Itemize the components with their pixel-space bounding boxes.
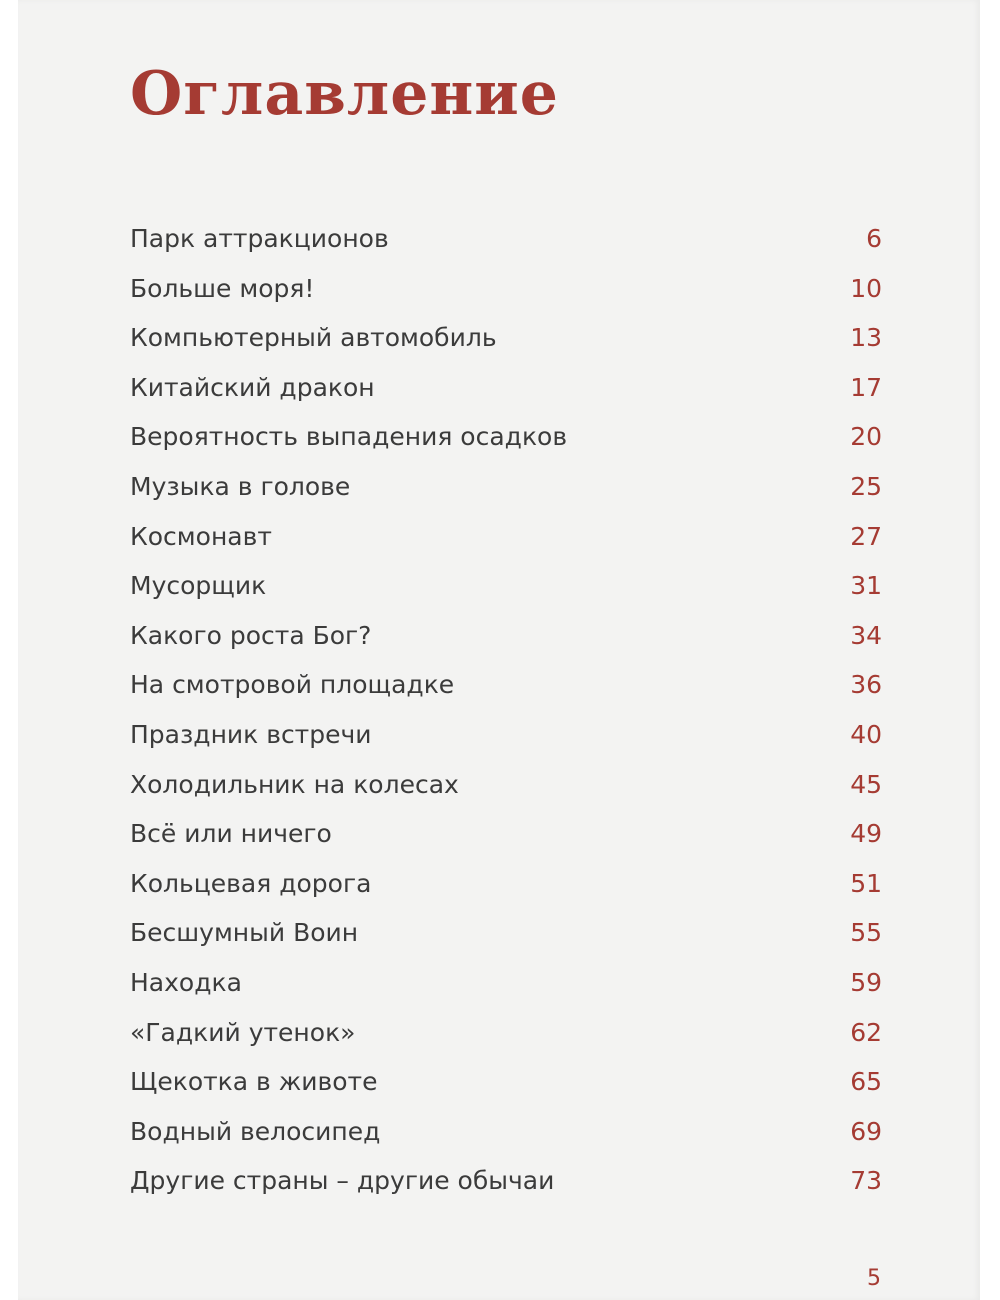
toc-entry-page: 27	[850, 521, 882, 551]
book-page	[18, 0, 980, 1300]
toc-entry[interactable]	[130, 313, 882, 363]
toc-entry[interactable]	[130, 908, 882, 958]
toc-entry[interactable]	[130, 859, 882, 909]
toc-entry-page: 73	[850, 1166, 882, 1196]
toc-entry-title: Вероятность выпадения осадков	[130, 422, 568, 452]
toc-entry[interactable]	[130, 958, 882, 1008]
toc-entry-title: Холодильник на колесах	[130, 769, 459, 799]
toc-entry[interactable]	[130, 363, 882, 413]
toc-entry[interactable]	[130, 512, 882, 562]
toc-entry-title: Космонавт	[130, 521, 272, 551]
toc-entry-page: 40	[850, 719, 882, 749]
toc-entry-page: 34	[850, 620, 882, 650]
toc-entry-page: 36	[850, 670, 882, 700]
toc-entry[interactable]	[130, 1107, 882, 1157]
toc-entry-page: 20	[850, 422, 882, 452]
toc-entry[interactable]	[130, 1156, 882, 1206]
toc-entry[interactable]	[130, 611, 882, 661]
toc-entry[interactable]	[130, 412, 882, 462]
toc-entry[interactable]	[130, 660, 882, 710]
toc-entry-title: «Гадкий утенок»	[130, 1017, 356, 1047]
toc-entry-page: 62	[850, 1017, 882, 1047]
toc-entry[interactable]	[130, 264, 882, 314]
toc-entry-page: 25	[850, 471, 882, 501]
toc-entry-title: Всё или ничего	[130, 819, 332, 849]
page-number: 5	[867, 1266, 881, 1291]
toc-entry-page: 31	[850, 571, 882, 601]
toc-entry-title: Бесшумный Воин	[130, 918, 359, 948]
toc-entry-title: Водный велосипед	[130, 1116, 381, 1146]
toc-entry-title: Музыка в голове	[130, 471, 351, 501]
toc-entry-page: 51	[850, 868, 882, 898]
toc-entry-title: Мусорщик	[130, 571, 267, 601]
toc-entry[interactable]	[130, 1008, 882, 1058]
toc-entry-title: Парк аттракционов	[130, 224, 389, 253]
toc-entry[interactable]	[130, 214, 882, 264]
toc-entry-title: Находка	[130, 967, 242, 997]
toc-entry-title: Праздник встречи	[130, 719, 372, 749]
toc-entry-page: 69	[850, 1116, 882, 1146]
toc-entry-title: На смотровой площадке	[130, 670, 455, 700]
toc-entry[interactable]	[130, 462, 882, 512]
toc-entry-page: 10	[850, 273, 882, 303]
toc-entry[interactable]	[130, 760, 882, 810]
toc-entry-title: Щекотка в животе	[130, 1067, 378, 1097]
toc-entry[interactable]	[130, 561, 882, 611]
toc-entry-title: Компьютерный автомобиль	[130, 323, 497, 353]
toc-entry-page: 45	[850, 769, 882, 799]
toc-entry[interactable]	[130, 710, 882, 760]
toc-entry-page: 59	[850, 967, 882, 997]
toc-entry-page: 55	[850, 918, 882, 948]
toc-entry-title: Китайский дракон	[130, 372, 375, 402]
toc-entry[interactable]	[130, 809, 882, 859]
page-title: Оглавление	[130, 59, 559, 129]
toc-entry-page: 13	[850, 323, 882, 353]
toc-entry-page: 65	[850, 1067, 882, 1097]
toc-entry-page: 49	[850, 819, 882, 849]
toc-entry-page: 17	[850, 372, 882, 402]
toc-entry-page: 6	[866, 224, 882, 253]
toc-entry[interactable]	[130, 1057, 882, 1107]
toc-entry-title: Больше моря!	[130, 273, 315, 303]
toc-entry-title: Какого роста Бог?	[130, 620, 372, 650]
toc-entry-title: Другие страны – другие обычаи	[130, 1166, 555, 1196]
table-of-contents	[130, 214, 882, 1206]
toc-entry-title: Кольцевая дорога	[130, 868, 372, 898]
